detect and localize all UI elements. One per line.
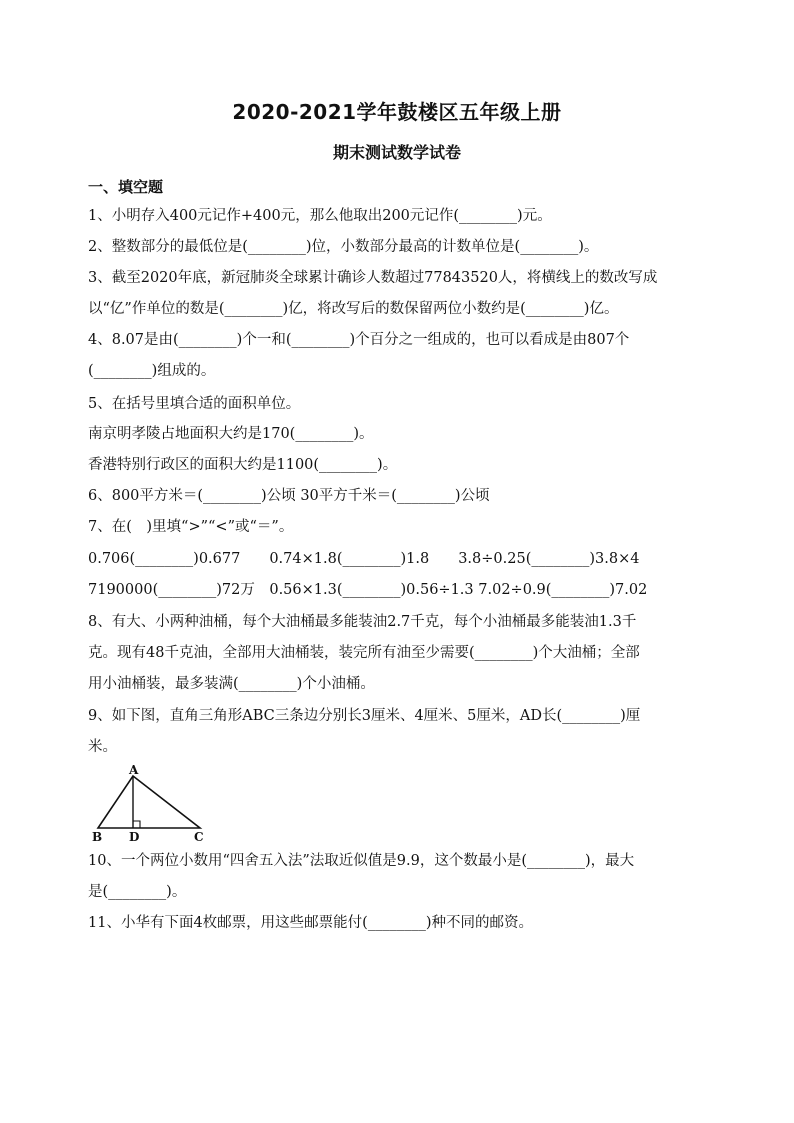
question-line: 是(________)。 [88, 884, 187, 900]
exam-subtitle: 期末测试数学试卷 [332, 143, 461, 162]
question-line: 10、一个两位小数用“四舍五入法”法取近似值是9.9，这个数最小是(________)，最大 [88, 853, 635, 869]
section-heading-fill-in: 一、填空题 [88, 178, 164, 196]
question-line: 2、整数部分的最低位是(________)位，小数部分最高的计数单位是(________)。 [88, 239, 599, 255]
question-line: 南京明孝陵占地面积大约是170(________)。 [88, 426, 374, 442]
question-line: 4、8.07是由(________)个一和(________)个百分之一组成的，也可以看成是由807个 [88, 332, 630, 348]
question-line: 8、有大、小两种油桶，每个大油桶最多能装油2.7千克，每个小油桶最多能装油1.3千 [88, 614, 637, 630]
question-line: 7、在( )里填“>”“<”或“＝”。 [88, 519, 294, 535]
triangle-abc [98, 776, 200, 828]
question-line: 香港特别行政区的面积大约是1100(________)。 [88, 457, 398, 473]
right-angle-mark [133, 821, 140, 828]
question-line: (________)组成的。 [88, 363, 216, 379]
question-line: 1、小明存入400元记作+400元，那么他取出200元记作(________)元。 [88, 208, 552, 224]
question-line: 以“亿”作单位的数是(________)亿，将改写后的数保留两位小数约是(________)亿。 [88, 301, 619, 317]
question-line: 6、800平方米＝(________)公顷 30平方千米＝(________)公顷 [88, 488, 490, 504]
question-line: 3、截至2020年底，新冠肺炎全球累计确诊人数超过77843520人，将横线上的数改写成 [88, 270, 658, 286]
question-line: 0.706(________)0.677 0.74×1.8(________)1.8 3.8÷0.25(________)3.8×4 [88, 551, 640, 567]
question-line: 米。 [88, 739, 117, 755]
question-line: 9、如下图，直角三角形ABC三条边分别长3厘米、4厘米、5厘米，AD长(________)厘 [88, 708, 641, 724]
question-line: 克。现有48千克油，全部用大油桶装，装完所有油至少需要(________)个大油桶；全部 [88, 645, 640, 661]
question-line: 用小油桶装，最多装满(________)个小油桶。 [88, 676, 375, 692]
label-c: C [194, 830, 204, 844]
right-triangle-figure [88, 764, 218, 844]
exam-title: 2020-2021学年鼓楼区五年级上册 [232, 100, 562, 124]
question-line: 5、在括号里填合适的面积单位。 [88, 396, 301, 412]
label-a: A [129, 764, 139, 777]
label-b: B [92, 830, 103, 844]
question-line: 11、小华有下面4枚邮票，用这些邮票能付(________)种不同的邮资。 [88, 915, 533, 931]
question-line: 7190000(________)72万 0.56×1.3(________)0.56÷1.3 7.02÷0.9(________)7.02 [88, 582, 648, 598]
label-d: D [129, 830, 140, 844]
